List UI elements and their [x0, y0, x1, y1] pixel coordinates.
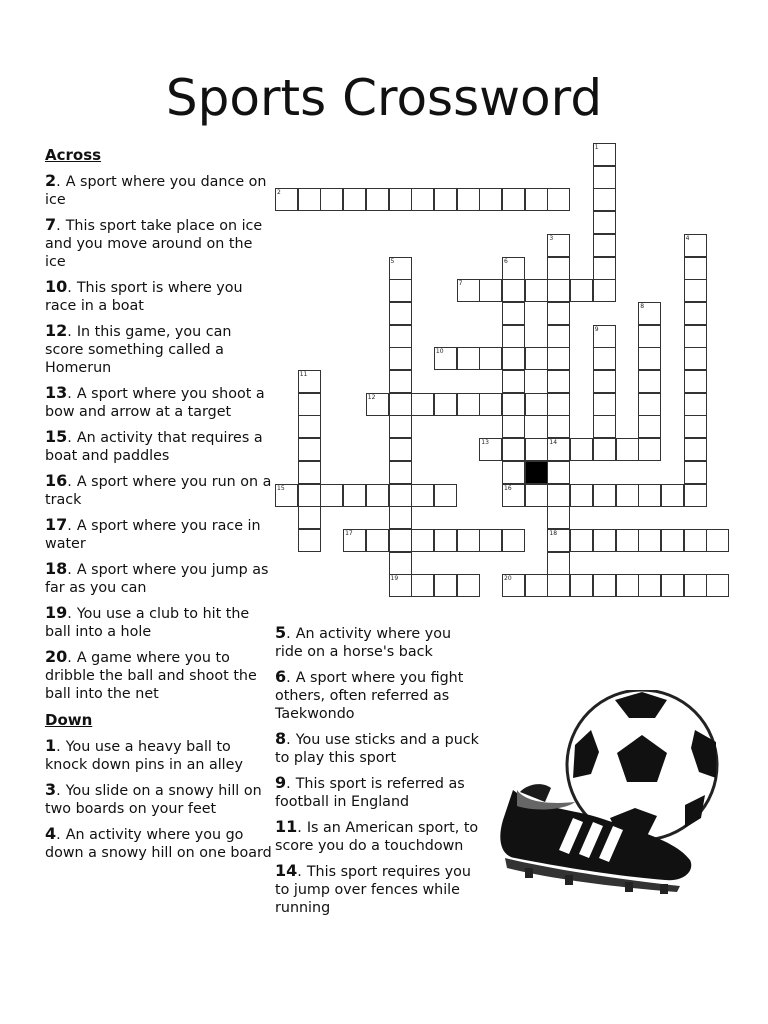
clue-8: 8. You use sticks and a puck to play this sport	[275, 729, 479, 766]
grid-cell[interactable]	[525, 279, 548, 302]
grid-cell[interactable]	[411, 574, 434, 597]
grid-cell[interactable]	[593, 438, 616, 461]
clue-19: 19. You use a club to hit the ball into a hole	[45, 603, 250, 640]
grid-cell-number: 11	[299, 371, 308, 378]
grid-cell[interactable]	[389, 529, 412, 552]
grid-cell-number: 17	[345, 529, 353, 537]
grid-cell[interactable]	[298, 438, 321, 461]
clue-text: This sport requires you to jump over fences while running	[275, 864, 471, 916]
clue-9: 9. This sport is referred as football in England	[275, 773, 465, 810]
grid-cell[interactable]	[525, 393, 548, 416]
grid-cell[interactable]	[684, 461, 707, 484]
clue-number: 7	[45, 215, 57, 234]
clue-17: 17. A sport where you race in water	[45, 515, 261, 552]
grid-cell[interactable]	[661, 529, 684, 552]
grid-cell[interactable]	[593, 415, 616, 438]
clue-text: A sport where you dance on ice	[45, 174, 267, 208]
grid-cell[interactable]	[593, 257, 616, 280]
grid-cell[interactable]	[525, 188, 548, 211]
clue-1: 1. You use a heavy ball to knock down pins in an alley	[45, 736, 243, 773]
clue-number: 4	[45, 824, 57, 843]
clue-number: 2	[45, 171, 57, 190]
grid-cell[interactable]	[502, 302, 525, 325]
clue-14: 14. This sport requires you to jump over fences while running	[275, 861, 471, 916]
clue-text: An activity where you ride on a horse's back	[275, 626, 452, 660]
grid-cell[interactable]	[661, 574, 684, 597]
grid-cell-number: 2	[277, 189, 281, 197]
grid-cell[interactable]	[389, 370, 412, 393]
grid-cell[interactable]	[570, 574, 593, 597]
clue-text: An activity that requires a boat and paddles	[45, 430, 263, 464]
grid-cell[interactable]	[298, 506, 321, 529]
grid-cell[interactable]	[343, 484, 366, 507]
grid-cell[interactable]	[616, 529, 639, 552]
grid-cell[interactable]	[525, 347, 548, 370]
grid-cell[interactable]	[389, 393, 412, 416]
grid-cell[interactable]	[638, 438, 661, 461]
grid-cell[interactable]	[638, 574, 661, 597]
grid-cell[interactable]	[366, 188, 389, 211]
grid-cell[interactable]	[684, 393, 707, 416]
grid-cell[interactable]	[547, 529, 570, 552]
grid-cell[interactable]	[684, 234, 707, 257]
grid-cell[interactable]	[502, 370, 525, 393]
clue-text: You use a heavy ball to knock down pins in an alley	[45, 739, 243, 773]
grid-cell[interactable]	[502, 257, 525, 280]
grid-cell[interactable]	[547, 506, 570, 529]
grid-cell[interactable]	[389, 302, 412, 325]
grid-cell[interactable]	[457, 347, 480, 370]
grid-cell[interactable]	[502, 393, 525, 416]
grid-cell[interactable]	[343, 188, 366, 211]
grid-cell[interactable]	[525, 574, 548, 597]
grid-cell[interactable]	[434, 574, 457, 597]
grid-cell[interactable]	[593, 529, 616, 552]
grid-cell[interactable]	[684, 302, 707, 325]
clue-text: A game where you to dribble the ball and shoot the ball into the net	[45, 650, 257, 702]
grid-cell[interactable]	[502, 347, 525, 370]
grid-cell[interactable]	[411, 188, 434, 211]
clue-11: 11. Is an American sport, to score you do a touchdown	[275, 817, 479, 854]
grid-cell-number: 12	[367, 393, 376, 401]
grid-cell[interactable]	[434, 347, 457, 370]
grid-cell[interactable]	[593, 188, 616, 211]
grid-cell[interactable]	[547, 347, 570, 370]
grid-cell[interactable]	[389, 552, 412, 575]
grid-cell[interactable]	[684, 574, 707, 597]
grid-cell-number: 15	[277, 484, 285, 492]
grid-cell[interactable]	[616, 438, 639, 461]
grid-cell-number: 18	[549, 529, 558, 537]
grid-cell[interactable]	[684, 529, 707, 552]
grid-cell-number: 10	[435, 348, 444, 356]
grid-cell[interactable]	[547, 484, 570, 507]
grid-cell[interactable]	[434, 484, 457, 507]
grid-cell[interactable]	[434, 393, 457, 416]
grid-cell-number: 13	[481, 439, 489, 447]
grid-cell[interactable]	[593, 370, 616, 393]
clue-number: 16	[45, 471, 68, 490]
grid-cell[interactable]	[479, 438, 502, 461]
clue-number: 10	[45, 277, 68, 296]
clue-20: 20. A game where you to dribble the ball and shoot the ball into the net	[45, 647, 257, 702]
grid-cell[interactable]	[593, 325, 616, 348]
grid-cell[interactable]	[684, 325, 707, 348]
grid-cell-number: 1	[594, 144, 599, 151]
grid-cell[interactable]	[502, 484, 525, 507]
grid-cell[interactable]	[298, 393, 321, 416]
page-title: Sports Crossword	[165, 69, 603, 127]
grid-cell[interactable]	[638, 325, 661, 348]
down-heading: Down	[45, 711, 93, 729]
clue-number: 3	[45, 780, 57, 799]
clue-text: You use sticks and a puck to play this sport	[275, 732, 479, 766]
grid-cell[interactable]	[638, 529, 661, 552]
clue-text: You slide on a snowy hill on two boards on your feet	[45, 783, 262, 817]
clue-number: 12	[45, 321, 68, 340]
grid-cell[interactable]	[593, 347, 616, 370]
grid-cell[interactable]	[389, 188, 412, 211]
grid-cell[interactable]	[479, 347, 502, 370]
grid-cell-number: 5	[390, 257, 395, 265]
grid-cell[interactable]	[570, 438, 593, 461]
clue-number: 8	[275, 729, 287, 748]
clue-2: 2. A sport where you dance on ice	[45, 171, 267, 208]
grid-cell[interactable]	[570, 279, 593, 302]
grid-cell[interactable]	[547, 574, 570, 597]
clue-4: 4. An activity where you go down a snowy hill on one board	[45, 824, 272, 861]
grid-cell[interactable]	[389, 506, 412, 529]
grid-black-square	[525, 461, 548, 484]
clue-6: 6. A sport where you fight others, often referred as Taekwondo	[275, 667, 464, 722]
grid-cell-number: 3	[549, 234, 554, 242]
grid-cell[interactable]	[547, 393, 570, 416]
grid-cell[interactable]	[593, 574, 616, 597]
grid-cell[interactable]	[298, 484, 321, 507]
grid-cell[interactable]	[684, 415, 707, 438]
grid-cell[interactable]	[684, 370, 707, 393]
grid-cell[interactable]	[593, 166, 616, 189]
grid-cell[interactable]	[457, 188, 480, 211]
soccer-ball-icon	[495, 690, 730, 900]
grid-cell[interactable]	[343, 529, 366, 552]
grid-cell[interactable]	[434, 188, 457, 211]
grid-cell[interactable]	[684, 279, 707, 302]
clue-number: 13	[45, 383, 68, 402]
grid-cell[interactable]	[389, 461, 412, 484]
clue-16: 16. A sport where you run on a track	[45, 471, 272, 508]
clue-text: A sport where you shoot a bow and arrow at a target	[45, 386, 265, 420]
clue-3: 3. You slide on a snowy hill on two boards on your feet	[45, 780, 262, 817]
grid-cell[interactable]	[684, 438, 707, 461]
clue-text: You use a club to hit the ball into a hole	[45, 606, 250, 640]
grid-cell-number: 4	[685, 234, 690, 242]
grid-cell[interactable]	[638, 347, 661, 370]
grid-cell[interactable]	[389, 574, 412, 597]
grid-cell[interactable]	[706, 574, 729, 597]
grid-cell[interactable]	[502, 279, 525, 302]
clue-12: 12. In this game, you can score something called a Homerun	[45, 321, 232, 376]
grid-cell[interactable]	[457, 279, 480, 302]
grid-cell[interactable]	[389, 415, 412, 438]
grid-cell[interactable]	[525, 484, 548, 507]
clue-text: A sport where you fight others, often referred as Taekwondo	[275, 670, 464, 722]
clue-18: 18. A sport where you jump as far as you can	[45, 559, 269, 596]
grid-cell[interactable]	[389, 438, 412, 461]
grid-cell[interactable]	[638, 370, 661, 393]
grid-cell[interactable]	[547, 302, 570, 325]
grid-cell[interactable]	[593, 484, 616, 507]
clue-number: 20	[45, 647, 68, 666]
grid-cell-number: 9	[594, 325, 599, 333]
grid-cell[interactable]	[547, 438, 570, 461]
grid-cell[interactable]	[298, 529, 321, 552]
grid-cell[interactable]	[502, 415, 525, 438]
grid-cell[interactable]	[479, 529, 502, 552]
grid-cell[interactable]	[389, 484, 412, 507]
clue-number: 11	[275, 817, 298, 836]
clue-number: 17	[45, 515, 68, 534]
grid-cell[interactable]	[616, 574, 639, 597]
clue-number: 18	[45, 559, 68, 578]
grid-cell[interactable]	[298, 415, 321, 438]
grid-cell[interactable]	[389, 347, 412, 370]
grid-cell[interactable]	[547, 415, 570, 438]
grid-cell-number: 6	[504, 257, 508, 265]
grid-cell[interactable]	[366, 484, 389, 507]
grid-cell[interactable]	[502, 529, 525, 552]
grid-cell[interactable]	[320, 188, 343, 211]
grid-cell[interactable]	[638, 484, 661, 507]
clue-text: An activity where you go down a snowy hill on one board	[45, 827, 272, 861]
grid-cell[interactable]	[684, 484, 707, 507]
grid-cell-number: 8	[640, 302, 645, 310]
grid-cell[interactable]	[570, 529, 593, 552]
grid-cell-number: 7	[458, 280, 463, 288]
grid-cell[interactable]	[275, 188, 298, 211]
grid-cell[interactable]	[479, 393, 502, 416]
grid-cell[interactable]	[411, 393, 434, 416]
grid-cell[interactable]	[638, 302, 661, 325]
grid-cell[interactable]	[275, 484, 298, 507]
grid-cell[interactable]	[366, 529, 389, 552]
grid-cell[interactable]	[547, 279, 570, 302]
grid-cell[interactable]	[684, 257, 707, 280]
clue-number: 1	[45, 736, 57, 755]
grid-cell[interactable]	[661, 484, 684, 507]
grid-cell[interactable]	[502, 461, 525, 484]
across-heading: Across	[45, 146, 102, 164]
clue-text: This sport take place on ice and you move around on the ice	[45, 218, 263, 270]
sports-illustration	[495, 690, 730, 904]
clue-number: 6	[275, 667, 287, 686]
grid-cell[interactable]	[298, 370, 321, 393]
clue-text: This sport is referred as football in England	[275, 776, 465, 810]
grid-cell[interactable]	[320, 484, 343, 507]
clue-text: A sport where you race in water	[45, 518, 261, 552]
grid-cell[interactable]	[638, 415, 661, 438]
grid-cell[interactable]	[593, 279, 616, 302]
grid-cell[interactable]	[616, 484, 639, 507]
grid-cell[interactable]	[389, 279, 412, 302]
clue-text: Is an American sport, to score you do a touchdown	[275, 820, 479, 854]
grid-cell[interactable]	[457, 529, 480, 552]
grid-cell[interactable]	[502, 574, 525, 597]
grid-cell[interactable]	[547, 325, 570, 348]
grid-cell[interactable]	[389, 257, 412, 280]
grid-cell-number: 14	[549, 439, 558, 447]
clue-number: 19	[45, 603, 68, 622]
grid-cell[interactable]	[298, 461, 321, 484]
clue-number: 5	[275, 623, 287, 642]
grid-cell[interactable]	[547, 552, 570, 575]
clue-number: 15	[45, 427, 68, 446]
grid-cell[interactable]	[547, 234, 570, 257]
grid-cell[interactable]	[547, 257, 570, 280]
grid-cell[interactable]	[525, 438, 548, 461]
clue-7: 7. This sport take place on ice and you move around on the ice	[45, 215, 263, 270]
clue-13: 13. A sport where you shoot a bow and arrow at a target	[45, 383, 265, 420]
grid-cell[interactable]	[684, 347, 707, 370]
clue-text: In this game, you can score something called a Homerun	[45, 324, 232, 376]
clue-text: A sport where you jump as far as you can	[45, 562, 269, 596]
clue-15: 15. An activity that requires a boat and paddles	[45, 427, 263, 464]
grid-cell[interactable]	[593, 234, 616, 257]
grid-cell[interactable]	[457, 574, 480, 597]
grid-cell[interactable]	[502, 188, 525, 211]
grid-cell[interactable]	[411, 484, 434, 507]
clue-text: A sport where you run on a track	[45, 474, 272, 508]
clue-5: 5. An activity where you ride on a horse's back	[275, 623, 452, 660]
grid-cell[interactable]	[411, 529, 434, 552]
grid-cell[interactable]	[479, 279, 502, 302]
grid-cell-number: 16	[504, 484, 512, 492]
grid-cell[interactable]	[593, 211, 616, 234]
grid-cell[interactable]	[389, 325, 412, 348]
grid-cell[interactable]	[502, 325, 525, 348]
clue-number: 14	[275, 861, 298, 880]
grid-cell[interactable]	[638, 393, 661, 416]
grid-cell[interactable]	[593, 393, 616, 416]
grid-cell[interactable]	[434, 529, 457, 552]
clue-10: 10. This sport is where you race in a boat	[45, 277, 243, 314]
grid-cell[interactable]	[570, 484, 593, 507]
grid-cell[interactable]	[547, 370, 570, 393]
grid-cell[interactable]	[298, 188, 321, 211]
grid-cell[interactable]	[547, 461, 570, 484]
grid-cell-number: 19	[390, 575, 399, 583]
grid-cell[interactable]	[502, 438, 525, 461]
grid-cell-number: 20	[504, 575, 512, 583]
clue-text: This sport is where you race in a boat	[45, 280, 243, 314]
grid-cell[interactable]	[366, 393, 389, 416]
grid-cell[interactable]	[457, 393, 480, 416]
grid-cell[interactable]	[706, 529, 729, 552]
grid-cell[interactable]	[593, 143, 616, 166]
grid-cell[interactable]	[547, 188, 570, 211]
clue-number: 9	[275, 773, 287, 792]
grid-cell[interactable]	[479, 188, 502, 211]
